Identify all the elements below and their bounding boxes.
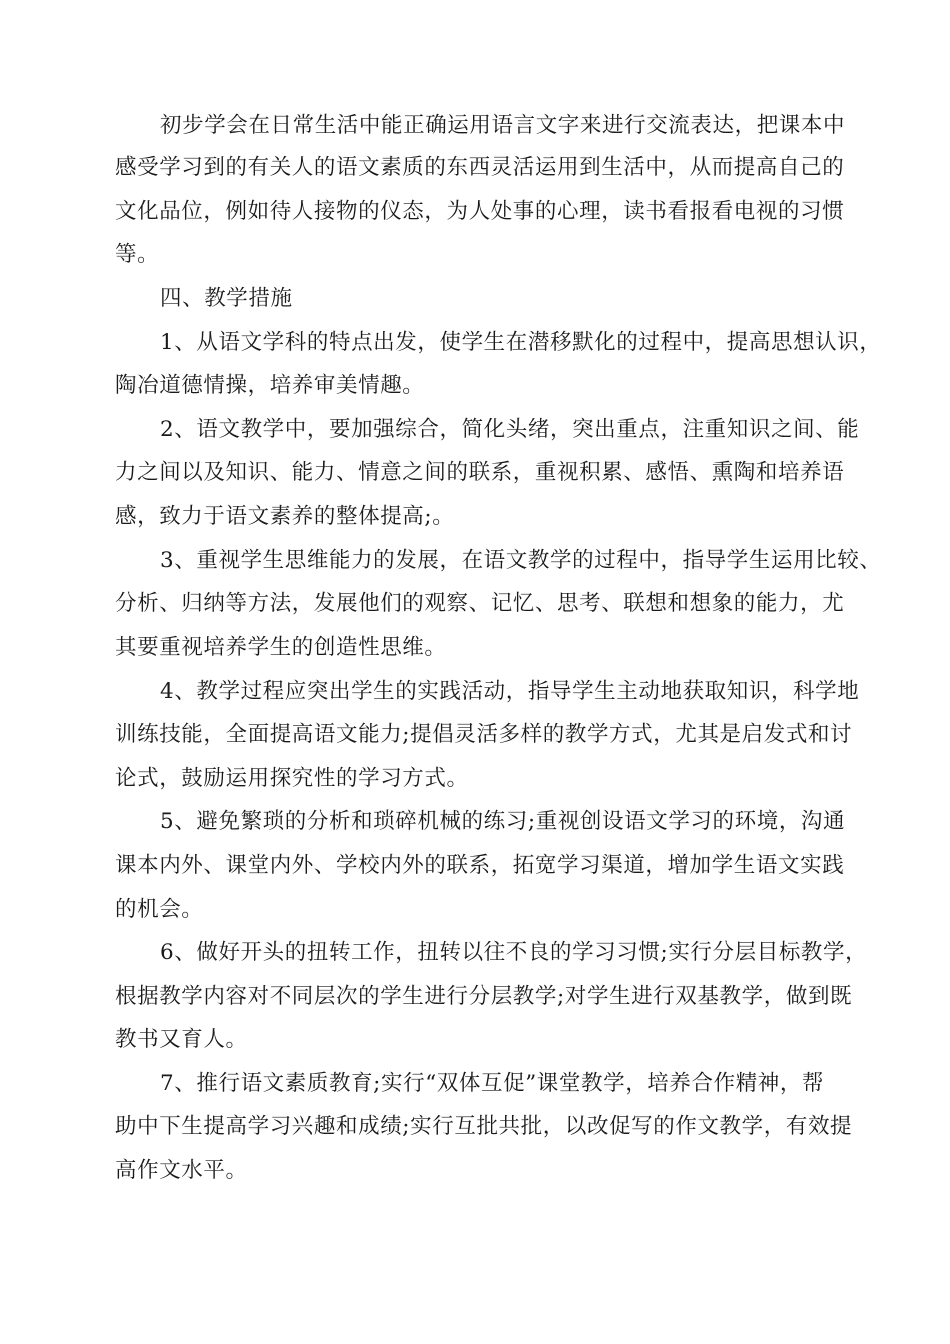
item-2-line-3: 感，致力于语文素养的整体提高;。 (115, 504, 455, 529)
paragraph-1-line-1: 初步学会在日常生活中能正确运用语言文字来进行交流表达，把课本中 (160, 113, 846, 138)
item-7-line-3: 高作文水平。 (115, 1158, 248, 1183)
item-1-line-1: 1、从语文学科的特点出发，使学生在潜移默化的过程中，提高思想认识， (160, 330, 882, 355)
item-3-line-3: 其要重视培养学生的创造性思维。 (115, 635, 447, 660)
item-6-line-1: 6、做好开头的扭转工作，扭转以往不良的学习习惯;实行分层目标教学， (160, 940, 868, 965)
paragraph-1-line-3: 文化品位，例如待人接物的仪态，为人处事的心理，读书看报看电视的习惯 (115, 199, 845, 224)
item-2-line-1: 2、语文教学中，要加强综合，简化头绪，突出重点，注重知识之间、能 (160, 417, 860, 442)
item-6-line-2: 根据教学内容对不同层次的学生进行分层教学;对学生进行双基教学，做到既 (115, 984, 853, 1009)
paragraph-1-line-4: 等。 (115, 242, 160, 267)
item-1-line-2: 陶冶道德情操，培养审美情趣。 (115, 373, 425, 398)
item-7-line-1: 7、推行语文素质教育;实行“双体互促”课堂教学，培养合作精神，帮 (160, 1071, 825, 1096)
item-4-line-1: 4、教学过程应突出学生的实践活动，指导学生主动地获取知识，科学地 (160, 679, 860, 704)
item-5-line-1: 5、避免繁琐的分析和琐碎机械的练习;重视创设语文学习的环境，沟通 (160, 809, 846, 834)
item-5-line-2: 课本内外、课堂内外、学校内外的联系，拓宽学习渠道，增加学生语文实践 (115, 853, 845, 878)
item-4-line-3: 论式，鼓励运用探究性的学习方式。 (115, 766, 469, 791)
item-4-line-2: 训练技能，全面提高语文能力;提倡灵活多样的教学方式，尤其是启发式和讨 (115, 722, 853, 747)
paragraph-1-line-2: 感受学习到的有关人的语文素质的东西灵活运用到生活中，从而提高自己的 (115, 155, 845, 180)
item-3-line-1: 3、重视学生思维能力的发展，在语文教学的过程中，指导学生运用比较、 (160, 548, 882, 573)
item-7-line-2: 助中下生提高学习兴趣和成绩;实行互批共批，以改促写的作文教学，有效提 (115, 1114, 853, 1139)
item-5-line-3: 的机会。 (115, 897, 204, 922)
section-heading: 四、教学措施 (160, 286, 293, 311)
item-3-line-2: 分析、归纳等方法，发展他们的观察、记忆、思考、联想和想象的能力，尤 (115, 591, 845, 616)
item-2-line-2: 力之间以及知识、能力、情意之间的联系，重视积累、感悟、熏陶和培养语 (115, 460, 845, 485)
item-6-line-3: 教书又育人。 (115, 1027, 248, 1052)
